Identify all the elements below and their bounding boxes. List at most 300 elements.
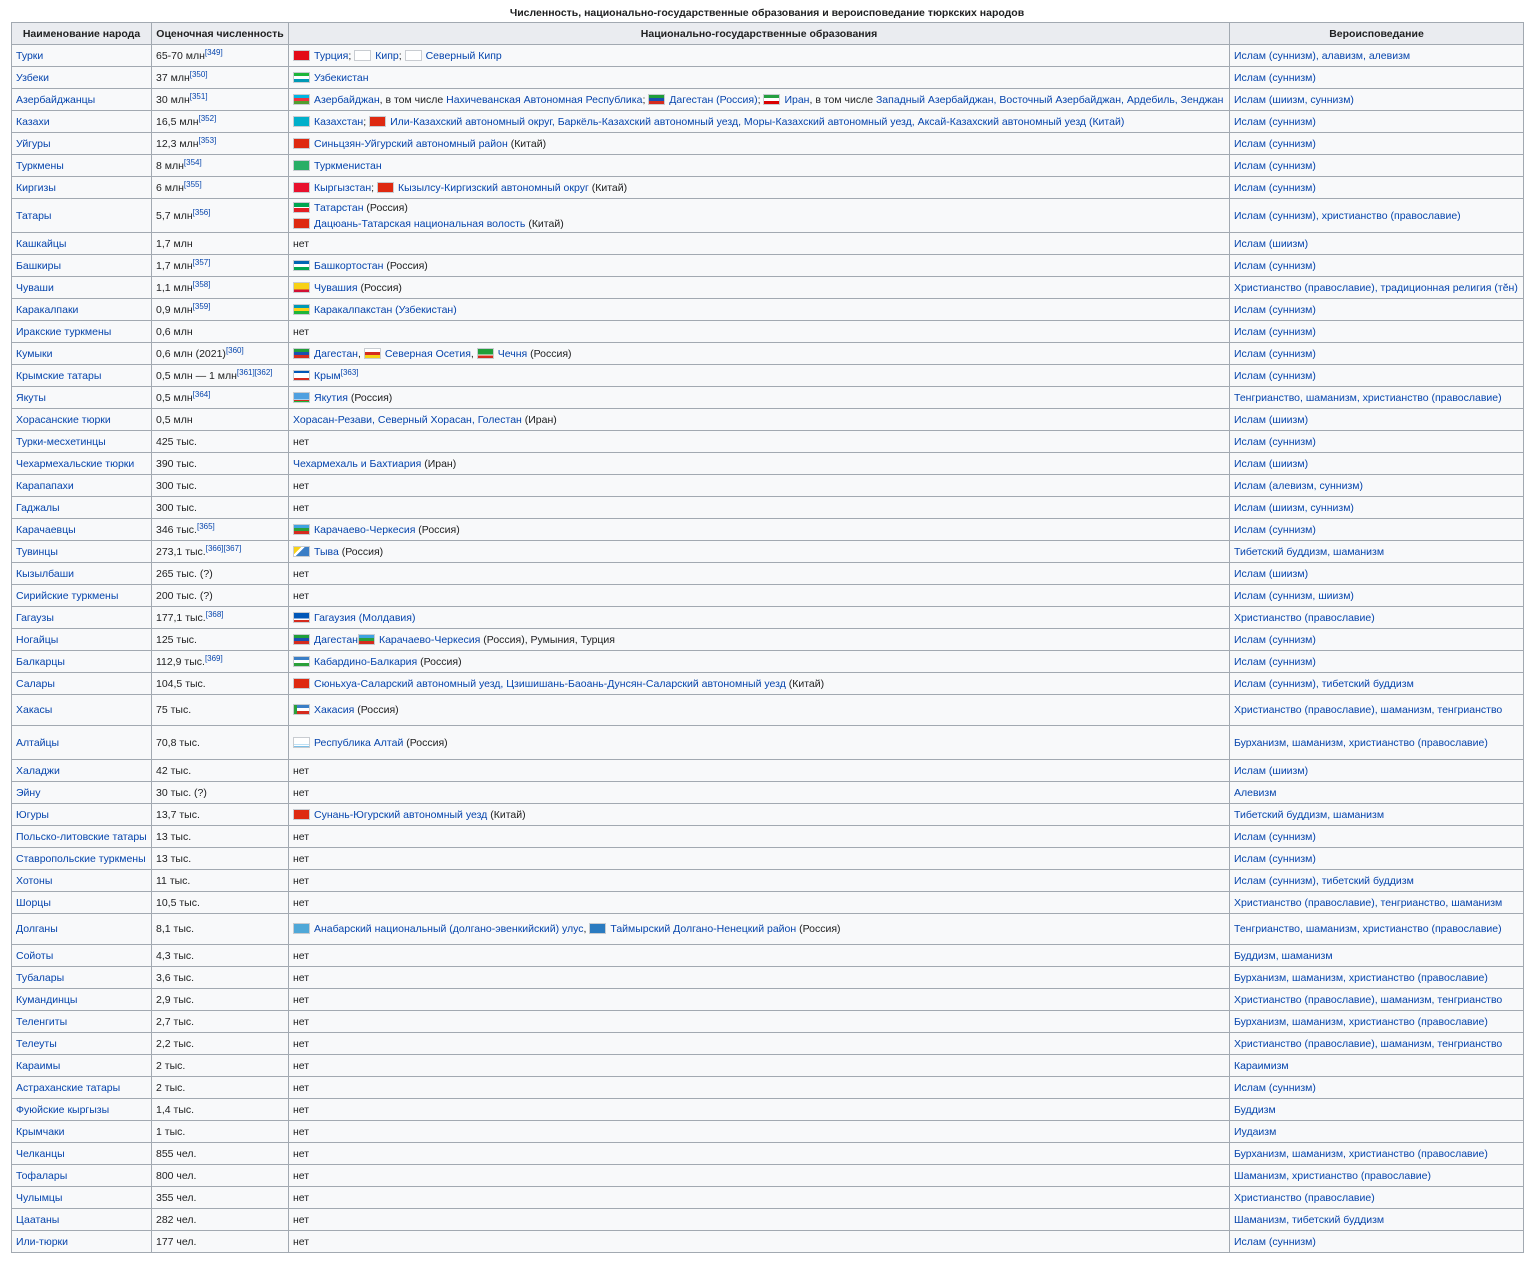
reference-link[interactable]: [365]: [196, 521, 215, 531]
state-link[interactable]: Кипр: [375, 49, 399, 62]
religion-link[interactable]: Ислам (суннизм): [1234, 1081, 1316, 1094]
table-row: [12, 989, 1524, 1011]
state-link[interactable]: Дацюань-Татарская национальная волость: [314, 217, 526, 230]
religion-link[interactable]: Ислам (суннизм): [1234, 325, 1316, 338]
religion-link[interactable]: Христианство (православие), шаманизм, тенгрианство: [1234, 704, 1503, 716]
cell-states: [289, 1121, 1230, 1143]
religion-link[interactable]: Бурханизм, шаманизм, христианство (православие): [1234, 736, 1488, 749]
people-name-link[interactable]: Или-тюрки: [16, 1235, 69, 1248]
table-row: [12, 695, 1524, 726]
cell-states: [289, 673, 1230, 695]
state-link[interactable]: Карачаево-Черкесия: [314, 523, 416, 536]
cell-states: [289, 629, 1230, 651]
bashkortostan-flag-icon: [293, 260, 310, 271]
religion-link[interactable]: Ислам (шиизм): [1234, 457, 1309, 470]
state-link[interactable]: Кыргызстан: [314, 181, 372, 194]
population-value: 300 тыс.: [156, 501, 197, 514]
cell-states: [289, 387, 1230, 409]
state-text: нет: [293, 589, 310, 602]
religion-link[interactable]: Ислам (суннизм): [1234, 71, 1316, 84]
people-name-link[interactable]: Салары: [16, 677, 55, 690]
religion-link[interactable]: Ислам (суннизм), тибетский буддизм: [1234, 677, 1414, 690]
people-name-link[interactable]: Чулымцы: [16, 1191, 63, 1204]
state-link[interactable]: Гагаузия (Молдавия): [314, 611, 416, 624]
states-line: [293, 1016, 309, 1028]
state-text: (Россия): [417, 655, 462, 668]
religion-link[interactable]: Ислам (суннизм): [1234, 303, 1316, 316]
people-name-link[interactable]: Кызылбаши: [16, 567, 75, 580]
cell-states: [289, 695, 1230, 726]
people-name-link[interactable]: Якуты: [16, 391, 46, 404]
religion-link[interactable]: Ислам (суннизм, шиизм): [1234, 589, 1354, 602]
religion-link[interactable]: Тибетский буддизм, шаманизм: [1234, 545, 1385, 558]
people-name-link[interactable]: Сойоты: [16, 949, 54, 962]
religion-link[interactable]: Тенгрианство, шаманизм, христианство (православие): [1234, 391, 1502, 404]
cell-people-name: [12, 1231, 152, 1253]
kyrgyzstan-flag-icon: [293, 182, 310, 193]
state-link[interactable]: Сунань-Югурский автономный уезд: [314, 808, 488, 821]
state-link[interactable]: Иран: [784, 93, 810, 106]
population-value: 42 тыс.: [156, 764, 192, 777]
table-row: [12, 651, 1524, 673]
religion-link[interactable]: Ислам (суннизм): [1234, 137, 1316, 150]
people-name-link[interactable]: Узбеки: [16, 71, 49, 84]
altai-republic-flag-icon: [293, 737, 310, 748]
cell-states: [289, 497, 1230, 519]
cell-religion: [1230, 541, 1524, 563]
cell-people-name: [12, 475, 152, 497]
state-link[interactable]: Западный Азербайджан, Восточный Азербайджан, Ардебиль, Зенджан: [875, 93, 1224, 106]
people-name-link[interactable]: Сирийские туркмены: [16, 589, 119, 602]
state-link[interactable]: Северный Кипр: [425, 49, 502, 62]
table-row: [12, 409, 1524, 431]
religion-link[interactable]: Ислам (суннизм), тибетский буддизм: [1234, 874, 1414, 887]
states-line: [293, 765, 309, 777]
people-name-link[interactable]: Азербайджанцы: [16, 93, 96, 106]
state-link[interactable]: Таймырский Долгано-Ненецкий район: [610, 923, 797, 935]
people-name-link[interactable]: Балкарцы: [16, 655, 65, 668]
religion-link[interactable]: Ислам (суннизм): [1234, 115, 1316, 128]
religion-link[interactable]: Ислам (суннизм), алавизм, алевизм: [1234, 49, 1411, 62]
state-link[interactable]: Азербайджан: [314, 93, 380, 106]
religion-link[interactable]: Алевизм: [1234, 786, 1277, 799]
state-link[interactable]: Чехармехаль и Бахтиария: [293, 457, 422, 470]
header-population[interactable]: Оценочная численность: [152, 23, 289, 45]
karakalpakstan-flag-icon: [293, 304, 310, 315]
reference-link[interactable]: [355]: [183, 179, 202, 189]
states-line: [293, 1126, 309, 1138]
table-row: [12, 111, 1524, 133]
states-line: [293, 138, 546, 150]
people-name-link[interactable]: Хакасы: [16, 704, 53, 716]
cell-states: [289, 989, 1230, 1011]
states-line: [293, 458, 456, 470]
state-link[interactable]: Северная Осетия: [384, 347, 471, 360]
state-link[interactable]: Туркменистан: [314, 159, 382, 172]
religion-link[interactable]: Христианство (православие): [1234, 1191, 1375, 1204]
population-value: 855 чел.: [156, 1147, 197, 1160]
table-row: [12, 1099, 1524, 1121]
people-name-link[interactable]: Хотоны: [16, 874, 53, 887]
states-line: [293, 480, 309, 492]
cell-people-name: [12, 255, 152, 277]
cell-people-name: [12, 870, 152, 892]
state-text: (Россия): [338, 545, 384, 558]
reference-link[interactable]: [363]: [340, 367, 359, 377]
table-row: [12, 541, 1524, 563]
china-flag-icon: [293, 678, 310, 689]
cell-people-name: [12, 804, 152, 826]
table-row: [12, 45, 1524, 67]
people-name-link[interactable]: Иракские туркмены: [16, 325, 112, 338]
religion-link[interactable]: Шаманизм, христианство (православие): [1234, 1169, 1432, 1182]
religion-link[interactable]: Бурханизм, шаманизм, христианство (православие): [1234, 1147, 1488, 1160]
reference-link[interactable]: [361][362]: [236, 367, 273, 377]
people-name-link[interactable]: Турки: [16, 49, 44, 62]
state-link[interactable]: Республика Алтай: [314, 736, 404, 749]
religion-link[interactable]: Ислам (шиизм): [1234, 237, 1309, 250]
states-line: [293, 238, 309, 250]
cell-population: [152, 1077, 289, 1099]
religion-link[interactable]: Тенгрианство, шаманизм, христианство (православие): [1234, 923, 1502, 935]
states-line: [293, 304, 457, 316]
state-link[interactable]: Или-Казахский автономный округ, Баркёль-Казахский автономный уезд, Моры-Казахский автономный уезд, Аксай-Казахский автономный уезд (Китай): [390, 115, 1125, 128]
people-name-link[interactable]: Карачаевцы: [16, 523, 76, 536]
table-row: [12, 967, 1524, 989]
state-link[interactable]: Карачаево-Черкесия: [378, 633, 481, 646]
religion-link[interactable]: Ислам (суннизм): [1234, 523, 1316, 536]
header-name[interactable]: Наименование народа: [12, 23, 152, 45]
states-line: [293, 348, 572, 360]
cell-states: [289, 607, 1230, 629]
religion-link[interactable]: Шаманизм, тибетский буддизм: [1234, 1213, 1385, 1226]
cell-population: [152, 1011, 289, 1033]
religion-link[interactable]: Ислам (суннизм): [1234, 159, 1316, 172]
religion-link[interactable]: Ислам (суннизм): [1234, 852, 1316, 865]
population-value: 2,7 тыс.: [156, 1015, 195, 1028]
state-link[interactable]: Каракалпакстан (Узбекистан): [314, 303, 457, 316]
people-name-link[interactable]: Гаджалы: [16, 501, 60, 514]
cell-population: [152, 1055, 289, 1077]
state-link[interactable]: Якутия: [314, 391, 348, 404]
religion-link[interactable]: Ислам (суннизм): [1234, 347, 1316, 360]
states-line: [293, 1082, 309, 1094]
religion-link[interactable]: Ислам (шиизм): [1234, 764, 1309, 777]
state-link[interactable]: Башкортостан: [314, 259, 384, 272]
state-link[interactable]: Дагестан: [314, 347, 358, 360]
people-name-link[interactable]: Цаатаны: [16, 1213, 60, 1226]
cell-people-name: [12, 343, 152, 365]
religion-link[interactable]: Ислам (суннизм): [1234, 655, 1316, 668]
people-name-link[interactable]: Югуры: [16, 808, 49, 821]
cell-states: [289, 563, 1230, 585]
reference-link[interactable]: [356]: [192, 207, 211, 217]
people-name-link[interactable]: Шорцы: [16, 896, 51, 909]
dagestan-flag-icon: [293, 348, 310, 359]
karachay-cherkessia-flag-icon: [293, 524, 310, 535]
state-link[interactable]: Анабарский национальный (долгано-эвенкийский) улус: [314, 923, 584, 935]
state-link[interactable]: Кабардино-Балкария: [314, 655, 418, 668]
religion-link[interactable]: Христианство (православие): [1234, 611, 1375, 624]
table-row: [12, 726, 1524, 760]
table-row: [12, 199, 1524, 233]
cell-people-name: [12, 563, 152, 585]
reference-link[interactable]: [369]: [204, 653, 223, 663]
cell-population: [152, 945, 289, 967]
people-name-link[interactable]: Хорасанские тюрки: [16, 413, 111, 426]
cell-religion: [1230, 989, 1524, 1011]
religion-link[interactable]: Ислам (суннизм): [1234, 830, 1316, 843]
people-name-link[interactable]: Кумандинцы: [16, 993, 78, 1006]
cell-population: [152, 431, 289, 453]
table-row: [12, 945, 1524, 967]
population-value: 0,9 млн: [156, 303, 193, 316]
state-text: нет: [293, 830, 310, 843]
cell-population: [152, 1099, 289, 1121]
religion-link[interactable]: Ислам (суннизм): [1234, 369, 1316, 382]
states-line: [293, 216, 1225, 232]
reference-link[interactable]: [359]: [192, 301, 211, 311]
cell-religion: [1230, 1121, 1524, 1143]
religion-link[interactable]: Христианство (православие), традиционная религия (тĕн): [1234, 281, 1518, 294]
people-name-link[interactable]: Караимы: [16, 1059, 61, 1072]
cell-population: [152, 155, 289, 177]
people-name-link[interactable]: Киргизы: [16, 181, 56, 194]
reference-link[interactable]: [366][367]: [205, 543, 242, 553]
people-name-link[interactable]: Чехармехальские тюрки: [16, 457, 135, 470]
cell-religion: [1230, 695, 1524, 726]
state-text: нет: [293, 1125, 310, 1138]
cell-states: [289, 343, 1230, 365]
cell-states: [289, 431, 1230, 453]
cell-people-name: [12, 541, 152, 563]
table-row: [12, 1143, 1524, 1165]
people-name-link[interactable]: Тофалары: [16, 1169, 68, 1182]
population-value: 4,3 тыс.: [156, 949, 195, 962]
cell-people-name: [12, 387, 152, 409]
cell-people-name: [12, 760, 152, 782]
people-name-link[interactable]: Крымчаки: [16, 1125, 65, 1138]
reference-link[interactable]: [352]: [198, 113, 217, 123]
state-link[interactable]: Дагестан (Россия): [669, 93, 758, 106]
people-name-link[interactable]: Алтайцы: [16, 736, 60, 749]
states-line: [293, 897, 309, 909]
state-text: нет: [293, 1037, 310, 1050]
population-value: 2 тыс.: [156, 1081, 186, 1094]
table-row: [12, 321, 1524, 343]
people-name-link[interactable]: Башкиры: [16, 259, 61, 272]
religion-link[interactable]: Ислам (шиизм, суннизм): [1234, 93, 1354, 106]
header-religion[interactable]: Вероисповедание: [1230, 23, 1524, 45]
reference-link[interactable]: [349]: [204, 47, 223, 57]
people-name-link[interactable]: Фуюйские кыргызы: [16, 1103, 110, 1116]
religion-link[interactable]: Ислам (алевизм, суннизм): [1234, 479, 1364, 492]
people-name-link[interactable]: Эйну: [16, 786, 41, 799]
people-name-link[interactable]: Крымские татары: [16, 369, 102, 382]
cell-religion: [1230, 321, 1524, 343]
people-name-link[interactable]: Уйгуры: [16, 137, 51, 150]
cell-people-name: [12, 453, 152, 475]
states-line: [293, 72, 369, 84]
state-link[interactable]: Тыва: [314, 545, 339, 558]
dagestan-flag-icon: [293, 634, 310, 645]
religion-link[interactable]: Ислам (суннизм): [1234, 1235, 1316, 1248]
state-link[interactable]: Нахичеванская Автономная Республика: [446, 93, 643, 106]
state-link[interactable]: Турция: [314, 49, 349, 62]
cell-population: [152, 321, 289, 343]
people-name-link[interactable]: Ставропольские туркмены: [16, 852, 146, 865]
people-name-link[interactable]: Кумыки: [16, 347, 53, 360]
state-link[interactable]: Синьцзян-Уйгурский автономный район: [314, 137, 508, 150]
cell-religion: [1230, 111, 1524, 133]
state-link[interactable]: Чечня: [497, 347, 528, 360]
table-body: [12, 45, 1524, 1253]
state-link[interactable]: Хакасия: [314, 704, 355, 716]
people-name-link[interactable]: Кашкайцы: [16, 237, 67, 250]
state-text: (Россия): [354, 704, 399, 716]
people-name-link[interactable]: Телеуты: [16, 1037, 57, 1050]
cell-people-name: [12, 409, 152, 431]
reference-link[interactable]: [351]: [189, 91, 208, 101]
cell-religion: [1230, 967, 1524, 989]
people-name-link[interactable]: Каракалпаки: [16, 303, 79, 316]
cell-population: [152, 989, 289, 1011]
uzbekistan-flag-icon: [293, 72, 310, 83]
cell-population: [152, 89, 289, 111]
cell-population: [152, 892, 289, 914]
state-link[interactable]: Чувашия: [314, 281, 358, 294]
table-row: [12, 826, 1524, 848]
people-name-link[interactable]: Карапапахи: [16, 479, 74, 492]
religion-link[interactable]: Ислам (суннизм): [1234, 435, 1316, 448]
states-line: [293, 678, 824, 690]
religion-link[interactable]: Христианство (православие), шаманизм, тенгрианство: [1234, 1037, 1503, 1050]
people-name-link[interactable]: Польско-литовские татары: [16, 830, 147, 843]
state-link[interactable]: Сюньхуа-Саларский автономный уезд, Цзишишань-Баоань-Дунсян-Саларский автономный уезд: [314, 677, 786, 690]
religion-link[interactable]: Буддизм: [1234, 1103, 1276, 1116]
religion-link[interactable]: Караимизм: [1234, 1059, 1289, 1072]
people-name-link[interactable]: Туркмены: [16, 159, 64, 172]
religion-link[interactable]: Бурханизм, шаманизм, христианство (православие): [1234, 1015, 1488, 1028]
people-name-link[interactable]: Халаджи: [16, 764, 60, 777]
religion-link[interactable]: Христианство (православие), тенгрианство, шаманизм: [1234, 896, 1503, 909]
reference-link[interactable]: [364]: [192, 389, 211, 399]
cell-population: [152, 475, 289, 497]
cell-people-name: [12, 892, 152, 914]
religion-link[interactable]: Ислам (шиизм, суннизм): [1234, 501, 1354, 514]
table-row: [12, 177, 1524, 199]
cell-religion: [1230, 1077, 1524, 1099]
reference-link[interactable]: [357]: [192, 257, 211, 267]
religion-link[interactable]: Ислам (шиизм): [1234, 413, 1309, 426]
state-link[interactable]: Дагестан: [314, 633, 358, 646]
cell-states: [289, 111, 1230, 133]
state-link[interactable]: Кызылсу-Киргизский автономный округ: [398, 181, 589, 194]
people-name-link[interactable]: Астраханские татары: [16, 1081, 121, 1094]
people-name-link[interactable]: Долганы: [16, 923, 58, 935]
people-name-link[interactable]: Теленгиты: [16, 1015, 68, 1028]
header-states[interactable]: Национально-государственные образования: [289, 23, 1230, 45]
states-line: [293, 1104, 309, 1116]
cell-population: [152, 409, 289, 431]
people-name-link[interactable]: Ногайцы: [16, 633, 59, 646]
tatarstan-flag-icon: [293, 202, 310, 213]
religion-link[interactable]: Ислам (суннизм), христианство (православие): [1234, 209, 1461, 222]
people-name-link[interactable]: Татары: [16, 209, 52, 222]
people-name-link[interactable]: Чуваши: [16, 281, 54, 294]
cell-states: [289, 1143, 1230, 1165]
cell-states: [289, 541, 1230, 563]
people-name-link[interactable]: Турки-месхетинцы: [16, 435, 106, 448]
header-row: [12, 23, 1524, 45]
states-line: [293, 116, 1124, 128]
cell-states: [289, 1231, 1230, 1253]
states-line: [293, 1038, 309, 1050]
reference-link[interactable]: [354]: [183, 157, 202, 167]
cell-states: [289, 651, 1230, 673]
state-text: ,: [470, 347, 477, 360]
people-name-link[interactable]: Тубалары: [16, 971, 65, 984]
khakassia-flag-icon: [293, 704, 310, 715]
state-link[interactable]: Татарстан: [314, 201, 364, 214]
states-line: [293, 260, 428, 272]
cell-people-name: [12, 1121, 152, 1143]
states-line: [293, 367, 359, 382]
people-name-link[interactable]: Казахи: [16, 115, 50, 128]
religion-link[interactable]: Ислам (суннизм): [1234, 259, 1316, 272]
religion-link[interactable]: Бурханизм, шаманизм, христианство (православие): [1234, 971, 1488, 984]
cell-people-name: [12, 607, 152, 629]
karachay-cherkessia-flag-icon: [358, 634, 375, 645]
cell-people-name: [12, 848, 152, 870]
states-line: [293, 1236, 309, 1248]
state-link[interactable]: Казахстан: [314, 115, 364, 128]
reference-link[interactable]: [350]: [189, 69, 208, 79]
religion-link[interactable]: Тибетский буддизм, шаманизм: [1234, 808, 1385, 821]
state-link[interactable]: Крым: [314, 369, 341, 382]
state-link[interactable]: Хорасан-Резави, Северный Хорасан, Голестан: [293, 413, 522, 426]
state-text: нет: [293, 1213, 310, 1226]
table-row: [12, 431, 1524, 453]
religion-link[interactable]: Христианство (православие), шаманизм, тенгрианство: [1234, 993, 1503, 1006]
states-line: [293, 1192, 309, 1204]
religion-link[interactable]: Ислам (шиизм): [1234, 567, 1309, 580]
table-row: [12, 277, 1524, 299]
religion-link[interactable]: Буддизм, шаманизм: [1234, 949, 1333, 962]
reference-link[interactable]: [353]: [198, 135, 217, 145]
cell-religion: [1230, 343, 1524, 365]
state-link[interactable]: Узбекистан: [314, 71, 369, 84]
reference-link[interactable]: [368]: [205, 609, 224, 619]
people-name-link[interactable]: Челканцы: [16, 1147, 65, 1160]
religion-link[interactable]: Ислам (суннизм): [1234, 633, 1316, 646]
population-value: 1 тыс.: [156, 1125, 186, 1138]
religion-link[interactable]: Ислам (суннизм): [1234, 181, 1316, 194]
states-line: [293, 1060, 309, 1072]
state-text: (Иран): [421, 457, 457, 470]
population-value: 2,2 тыс.: [156, 1037, 195, 1050]
population-value: 10,5 тыс.: [156, 896, 200, 909]
reference-link[interactable]: [358]: [192, 279, 211, 289]
people-name-link[interactable]: Тувинцы: [16, 545, 58, 558]
reference-link[interactable]: [360]: [225, 345, 244, 355]
cell-people-name: [12, 111, 152, 133]
turkic-peoples-table: [11, 22, 1524, 1253]
people-name-link[interactable]: Гагаузы: [16, 611, 54, 624]
population-value: 13 тыс.: [156, 852, 192, 865]
table-row: [12, 453, 1524, 475]
religion-link[interactable]: Иудаизм: [1234, 1125, 1277, 1138]
